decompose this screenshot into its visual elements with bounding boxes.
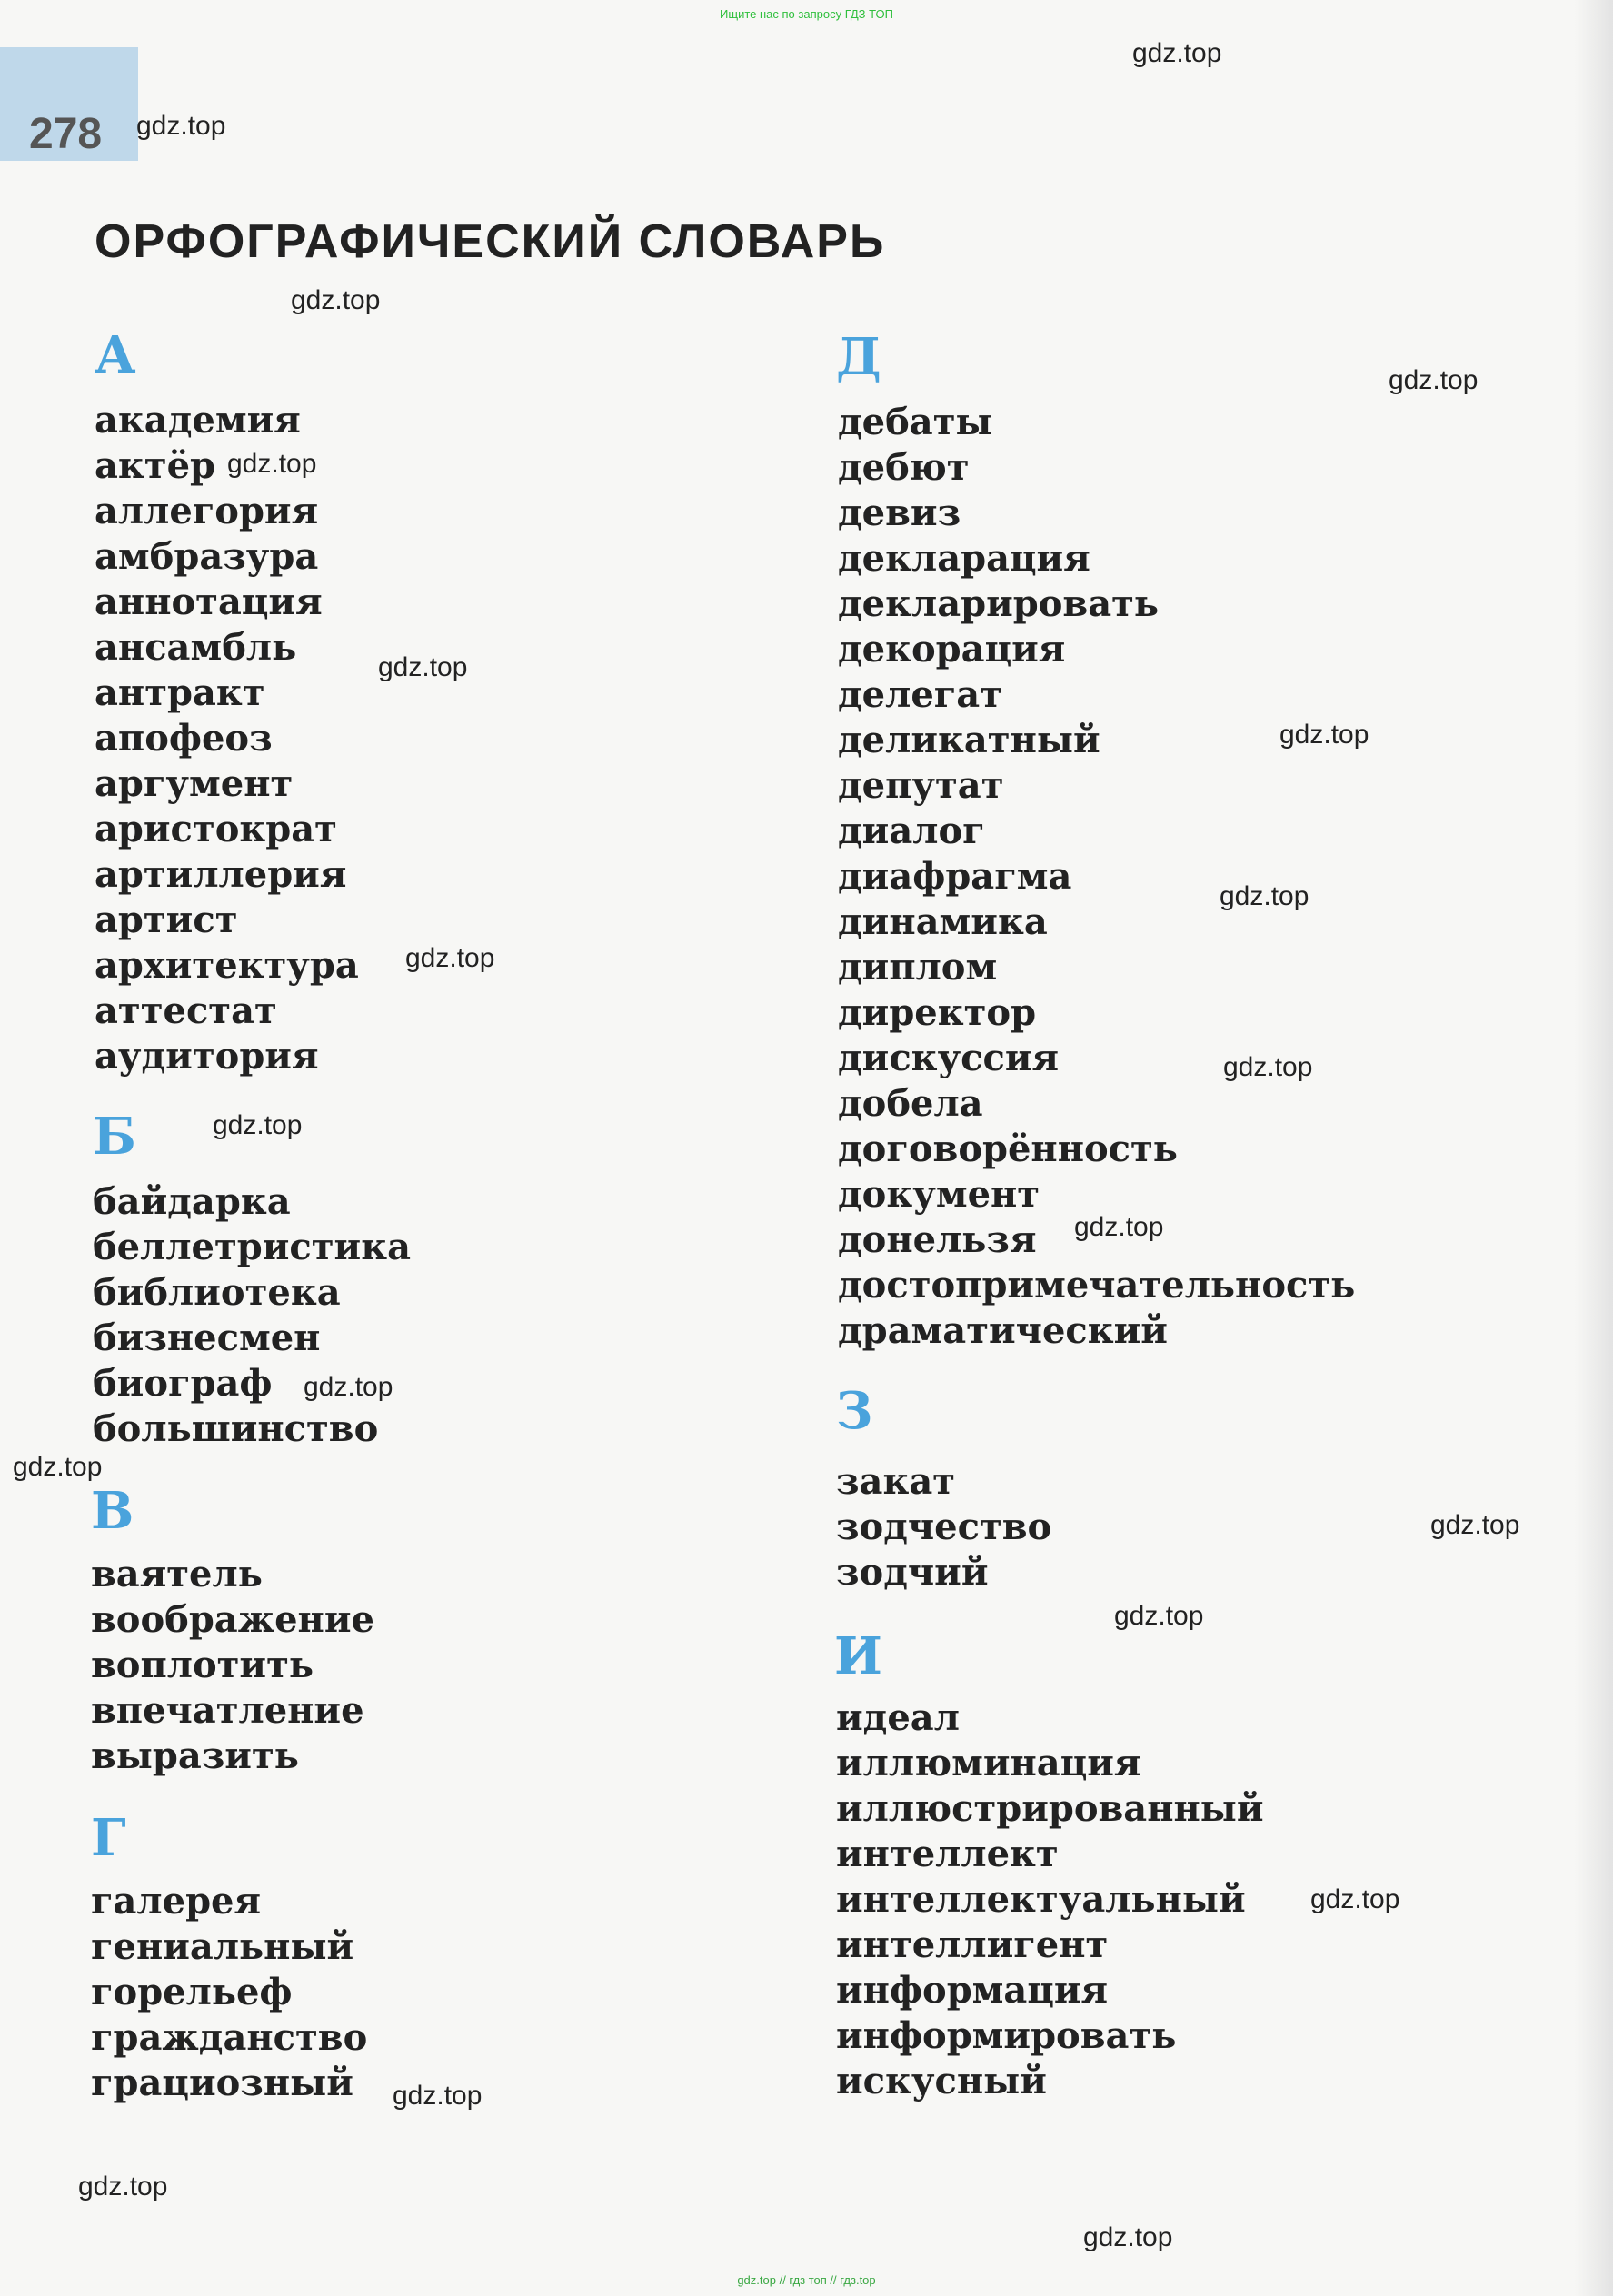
- word: биограф: [93, 1362, 273, 1405]
- watermark: gdz.top: [1279, 720, 1369, 750]
- word: искусный: [836, 2060, 1047, 2102]
- word: директор: [838, 991, 1037, 1034]
- word: диафрагма: [838, 855, 1072, 898]
- word: дебют: [838, 446, 970, 489]
- watermark: gdz.top: [78, 2172, 168, 2202]
- word: апофеоз: [95, 717, 273, 760]
- word: артиллерия: [95, 853, 347, 896]
- watermark: gdz.top: [304, 1372, 393, 1402]
- bottom-note: gdz.top // гдз топ // гдз.top: [737, 2273, 876, 2287]
- watermark: gdz.top: [1220, 881, 1309, 911]
- word: дискуссия: [838, 1037, 1060, 1079]
- word: байдарка: [93, 1180, 291, 1223]
- section-letter-v: В: [91, 1481, 134, 1541]
- watermark: gdz.top: [405, 943, 495, 973]
- section-letter-b: Б: [93, 1107, 136, 1167]
- word: дебаты: [838, 401, 992, 443]
- word: большинство: [93, 1407, 379, 1450]
- word: гениальный: [91, 1925, 354, 1968]
- word: бизнесмен: [93, 1317, 321, 1359]
- word: депутат: [838, 764, 1004, 807]
- word: делегат: [838, 673, 1002, 716]
- word: аллегория: [95, 490, 319, 532]
- word: закат: [836, 1460, 956, 1503]
- watermark: gdz.top: [1430, 1510, 1520, 1540]
- top-note: Ищите нас по запросу ГДЗ ТОП: [720, 7, 893, 21]
- watermark: gdz.top: [393, 2081, 483, 2111]
- word: зодчество: [836, 1506, 1052, 1548]
- word: интеллигент: [836, 1923, 1109, 1966]
- section-letter-d: Д: [836, 327, 881, 387]
- word: ансамбль: [95, 626, 297, 669]
- word: декларировать: [838, 582, 1160, 625]
- watermark: gdz.top: [1114, 1601, 1204, 1631]
- watermark: gdz.top: [378, 652, 468, 682]
- word: зодчий: [836, 1551, 989, 1594]
- section-letter-i: И: [834, 1626, 882, 1686]
- word: диплом: [838, 946, 998, 989]
- section-letter-a: А: [95, 325, 136, 385]
- watermark: gdz.top: [1223, 1052, 1313, 1082]
- word: иллюстрированный: [836, 1787, 1264, 1830]
- word: аргумент: [95, 762, 294, 805]
- word: декларация: [838, 537, 1090, 580]
- watermark: gdz.top: [1389, 365, 1479, 395]
- word: интеллектуальный: [836, 1878, 1246, 1921]
- page-title: ОРФОГРАФИЧЕСКИЙ СЛОВАРЬ: [95, 215, 886, 268]
- watermark: gdz.top: [291, 285, 381, 315]
- word: воплотить: [91, 1644, 314, 1686]
- word: выразить: [91, 1734, 299, 1777]
- word: драматический: [838, 1309, 1168, 1352]
- word: гражданство: [91, 2016, 368, 2059]
- watermark: gdz.top: [1083, 2222, 1173, 2252]
- watermark: gdz.top: [213, 1110, 303, 1140]
- watermark: gdz.top: [13, 1452, 103, 1482]
- word: деликатный: [838, 719, 1100, 761]
- word: иллюминация: [836, 1742, 1141, 1784]
- watermark: gdz.top: [227, 449, 317, 479]
- word: интеллект: [836, 1833, 1059, 1875]
- word: академия: [95, 399, 301, 442]
- word: беллетристика: [93, 1226, 412, 1268]
- word: актёр: [95, 444, 216, 487]
- watermark: gdz.top: [1132, 38, 1222, 68]
- section-letter-z: З: [836, 1381, 873, 1441]
- word: информация: [836, 1969, 1109, 2012]
- word: динамика: [838, 900, 1048, 943]
- word: достопримечательность: [838, 1264, 1356, 1307]
- word: архитектура: [95, 944, 359, 987]
- word: девиз: [838, 492, 961, 534]
- watermark: gdz.top: [1310, 1884, 1400, 1914]
- word: договорённость: [838, 1128, 1178, 1170]
- section-letter-g: Г: [91, 1808, 126, 1868]
- page-edge-shadow: [1575, 0, 1613, 2296]
- word: диалог: [838, 810, 985, 852]
- word: документ: [838, 1173, 1040, 1216]
- word: амбразура: [95, 535, 319, 578]
- word: информировать: [836, 2014, 1177, 2057]
- word: декорация: [838, 628, 1066, 671]
- page-number: 278: [29, 110, 103, 158]
- word: идеал: [836, 1696, 960, 1739]
- word: горельеф: [91, 1971, 293, 2013]
- word: ваятель: [91, 1553, 263, 1595]
- word: артист: [95, 899, 238, 941]
- word: добела: [838, 1082, 983, 1125]
- word: аттестат: [95, 989, 277, 1032]
- word: воображение: [91, 1598, 374, 1641]
- word: антракт: [95, 671, 265, 714]
- word: впечатление: [91, 1689, 364, 1732]
- word: библиотека: [93, 1271, 341, 1314]
- watermark: gdz.top: [136, 111, 226, 141]
- word: аристократ: [95, 808, 337, 850]
- word: донельзя: [838, 1218, 1037, 1261]
- word: галерея: [91, 1880, 262, 1923]
- watermark: gdz.top: [1074, 1212, 1164, 1242]
- word: грациозный: [91, 2062, 353, 2104]
- word: аудитория: [95, 1035, 319, 1078]
- word: аннотация: [95, 581, 323, 623]
